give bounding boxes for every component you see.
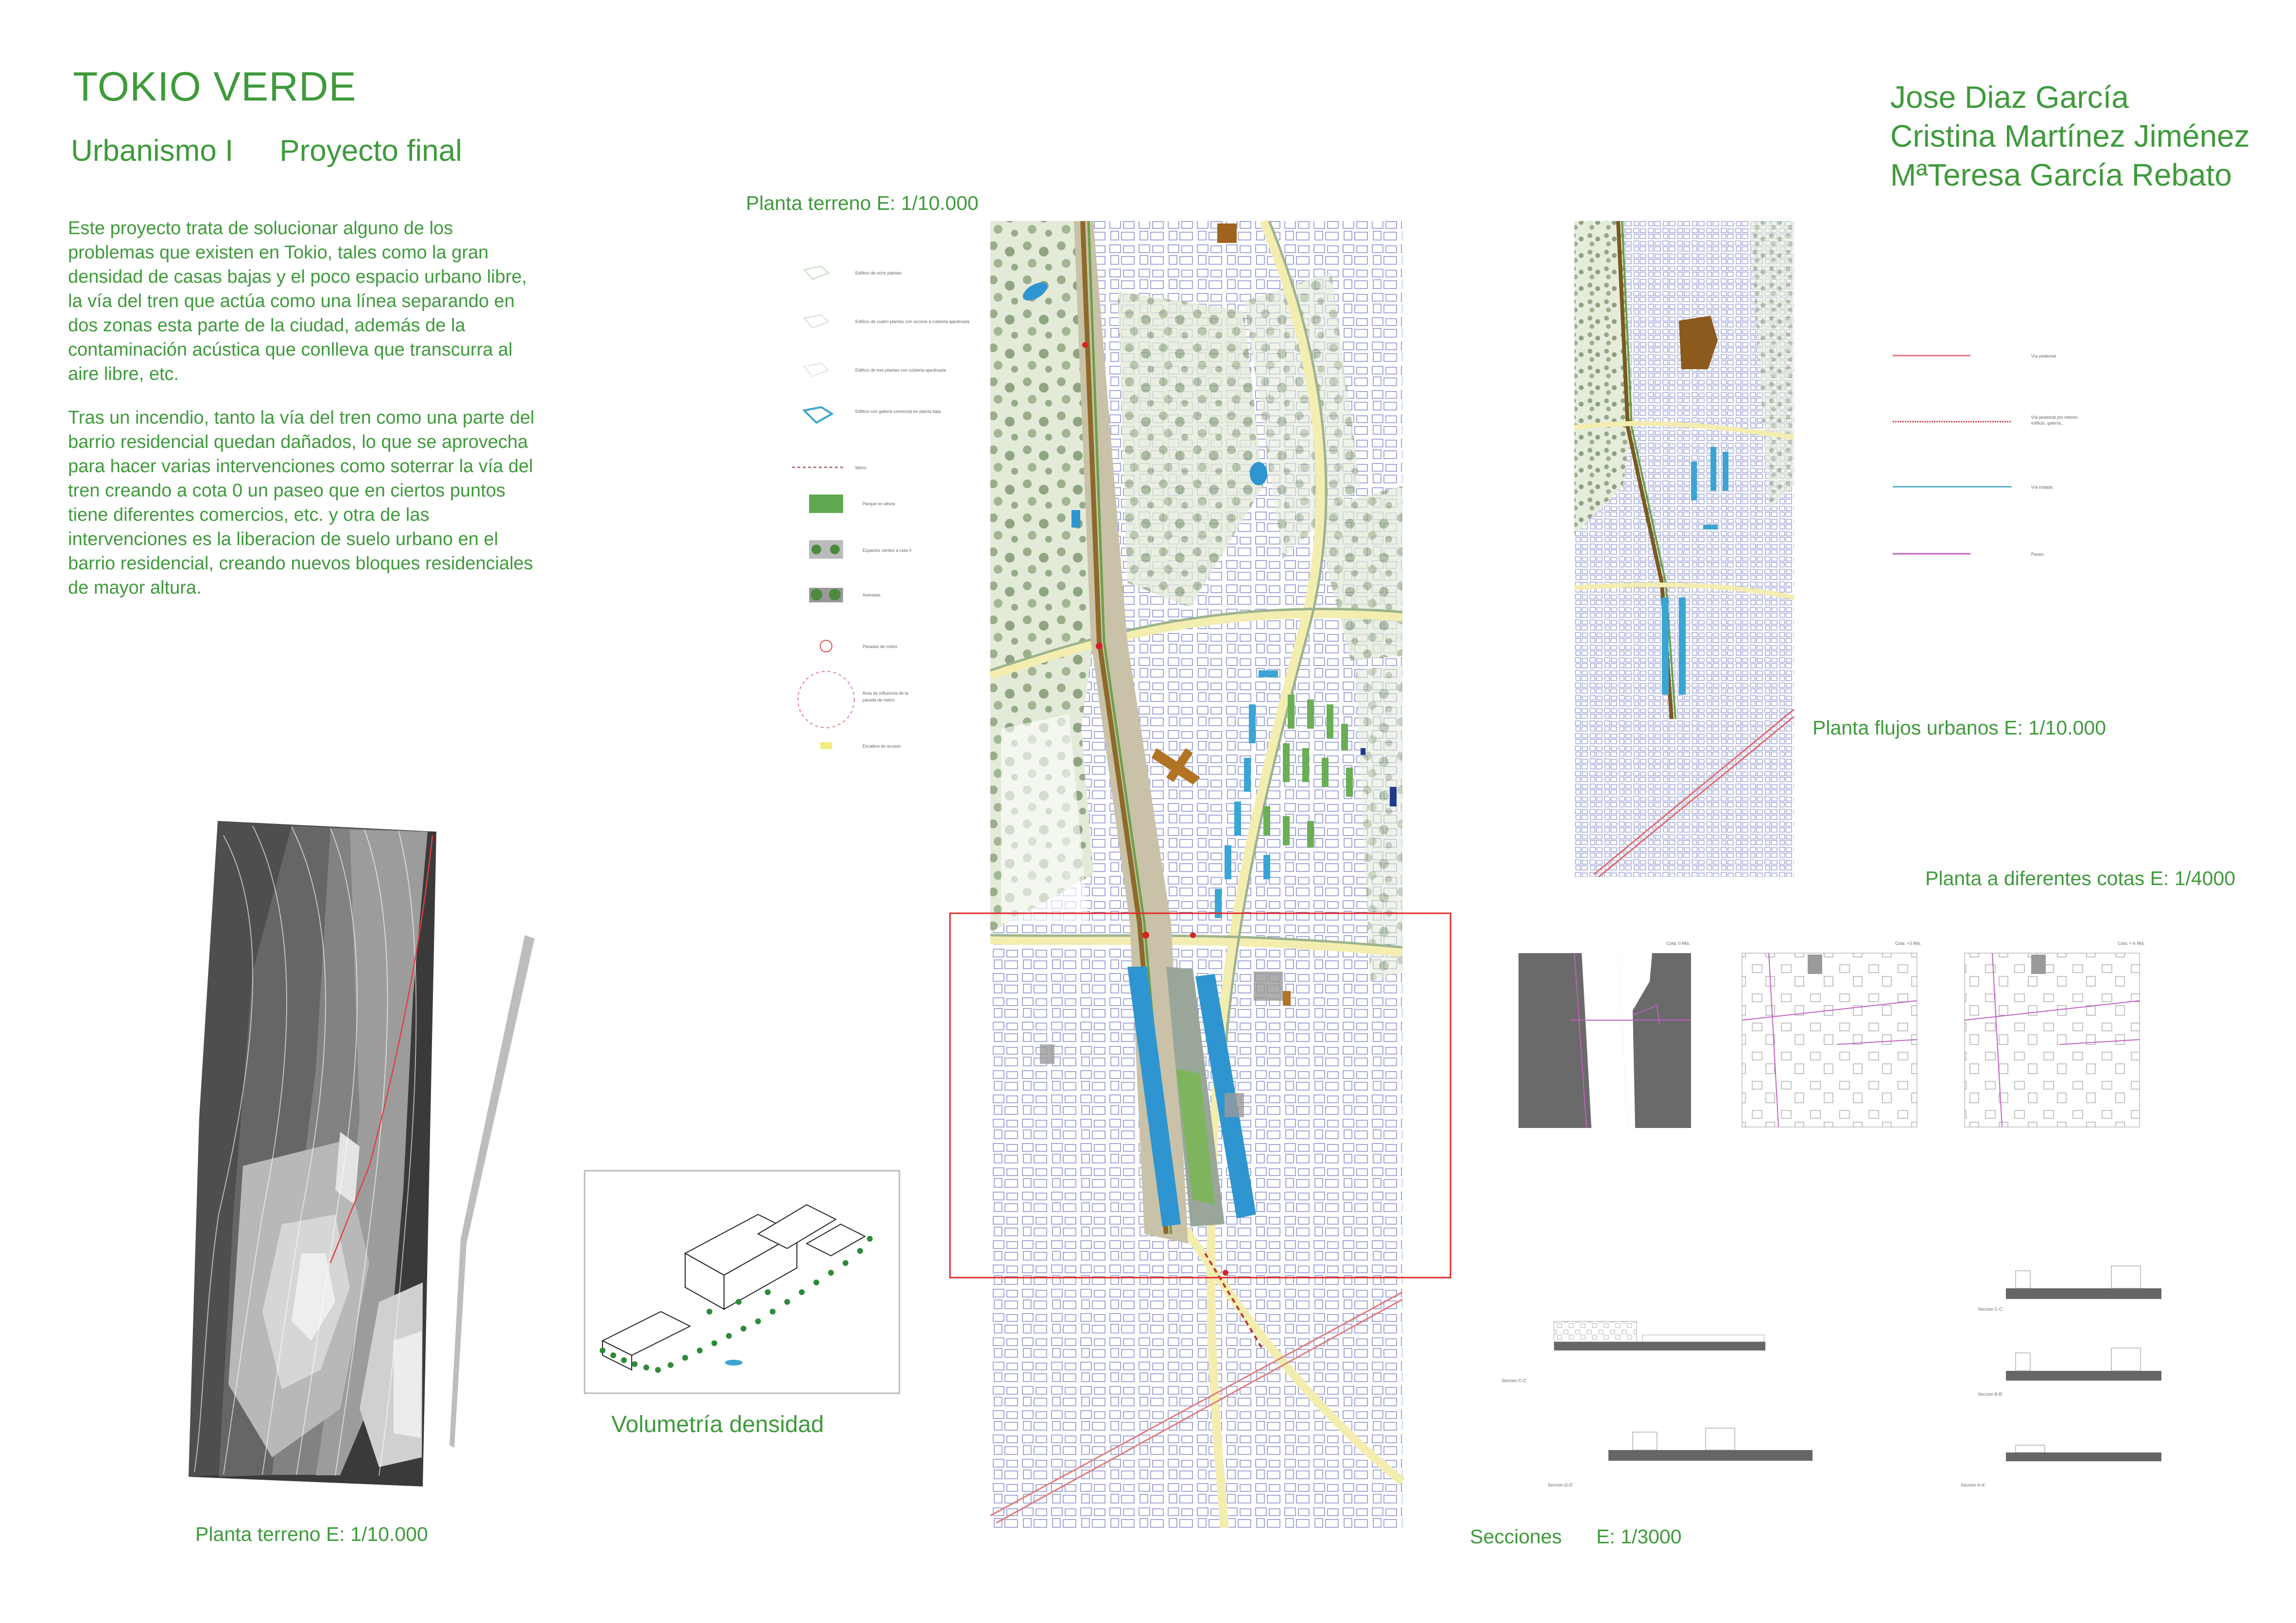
page-title: TOKIO VERDE bbox=[73, 64, 357, 109]
levels-plan-caption: Planta a diferentes cotas E: 1/4000 bbox=[1925, 867, 2236, 889]
svg-text:Seccion B-B': Seccion B-B' bbox=[1978, 1392, 2003, 1397]
svg-text:Parque en altura: Parque en altura bbox=[863, 501, 895, 506]
description-paragraph-2: Tras un incendio, tanto la vía del tren como una parte del barrio residencial quedan dañados, lo que se aprovecha para hacer varias intervenciones como soterrar la vía del tren creando a cota 0 un paseo que en ciertos puntos tiene diferentes comercios, etc. y otra de las intervenciones es la liberacion de suelo urbano en el barrio residencial, creando nuevos bloques residenciales de mayor altura. bbox=[68, 408, 535, 598]
svg-text:edificio, galería...: edificio, galería... bbox=[2031, 421, 2065, 426]
topographic-plan bbox=[189, 821, 436, 1486]
svg-text:Cota: 0 Mts.: Cota: 0 Mts. bbox=[1667, 941, 1691, 946]
svg-text:Seccion C-C': Seccion C-C' bbox=[1502, 1378, 1527, 1383]
sections-caption: Secciones bbox=[1470, 1525, 1562, 1548]
author-name: Jose Diaz García bbox=[1890, 80, 2129, 115]
svg-text:Seccion C-C': Seccion C-C' bbox=[1978, 1307, 2003, 1312]
volumetry-caption: Volumetría densidad bbox=[611, 1412, 824, 1437]
svg-text:Vía rodada: Vía rodada bbox=[2031, 485, 2053, 490]
svg-text:Seccion A-A': Seccion A-A' bbox=[1961, 1483, 1985, 1487]
svg-text:Espacios verdes a cota 0: Espacios verdes a cota 0 bbox=[863, 548, 912, 553]
levels-plan-plus6 bbox=[1965, 941, 2145, 1127]
urban-flows-legend bbox=[1893, 354, 2078, 557]
flows-plan-caption: Planta flujos urbanos E: 1/10.000 bbox=[1813, 717, 2106, 739]
levels-plan-0 bbox=[1519, 941, 1691, 1128]
svg-text:parada de metro: parada de metro bbox=[863, 698, 895, 702]
main-master-plan bbox=[990, 221, 1402, 1528]
svg-text:Seccion D-D': Seccion D-D' bbox=[1548, 1483, 1573, 1487]
main-plan-legend bbox=[792, 266, 969, 749]
course-name: Urbanismo I bbox=[71, 134, 234, 168]
svg-text:Área de influencia de la: Área de influencia de la bbox=[863, 691, 909, 696]
topo-section-strip bbox=[449, 935, 535, 1448]
author-name: MªTeresa García Rebato bbox=[1890, 157, 2232, 192]
main-plan-caption: Planta terreno E: 1/10.000 bbox=[746, 192, 979, 214]
svg-text:Avenidas: Avenidas bbox=[863, 593, 880, 598]
svg-text:Edificio de ocho plantas: Edificio de ocho plantas bbox=[855, 271, 902, 275]
section-c-c bbox=[1502, 1321, 1765, 1383]
section-c-c-right bbox=[1978, 1266, 2161, 1312]
description-paragraph-1: Este proyecto trata de solucionar alguno de los problemas que existen en Tokio, tales como la gran densidad de casas bajas y el poco espacio urbano libre, la vía del tren que actúa como una línea separando en dos zonas esta parte de la ciudad, además de la contaminación acústica que conlleva que transcurra al aire libre, etc. bbox=[68, 218, 527, 384]
svg-text:Vía peatonal: Vía peatonal bbox=[2031, 354, 2056, 359]
levels-plan-plus3 bbox=[1742, 941, 1921, 1127]
topo-plan-caption: Planta terreno E: 1/10.000 bbox=[195, 1523, 428, 1545]
svg-text:Paradas de metro: Paradas de metro bbox=[863, 644, 898, 649]
section-a-a bbox=[1961, 1445, 2161, 1487]
section-b-b bbox=[1978, 1348, 2161, 1397]
svg-text:Edificio con galería comercial: Edificio con galería comercial en planta baja bbox=[855, 409, 941, 414]
svg-text:Paseo: Paseo bbox=[2031, 552, 2044, 557]
volumetry-drawing bbox=[585, 1171, 899, 1393]
svg-text:Edificio de tres plantas con c: Edificio de tres plantas con cubierta ajardinada bbox=[855, 368, 946, 373]
svg-text:Metro: Metro bbox=[855, 465, 867, 470]
urban-flows-plan bbox=[1574, 221, 1794, 877]
author-name: Cristina Martínez Jiménez bbox=[1890, 119, 2250, 154]
svg-text:Edificio de cuatro plantas con: Edificio de cuatro plantas con acceso a cubierta ajardinada bbox=[855, 319, 970, 324]
section-d-d bbox=[1548, 1428, 1813, 1487]
svg-text:Cota: + 6 Mts.: Cota: + 6 Mts. bbox=[2118, 941, 2145, 946]
project-name: Proyecto final bbox=[279, 134, 462, 168]
svg-text:Escalera de acceso: Escalera de acceso bbox=[863, 744, 901, 749]
sections-scale: E: 1/3000 bbox=[1596, 1525, 1682, 1548]
svg-text:Cota: +3 Mts.: Cota: +3 Mts. bbox=[1895, 941, 1921, 946]
svg-text:Vía peatonal por interior: Vía peatonal por interior bbox=[2031, 415, 2078, 420]
